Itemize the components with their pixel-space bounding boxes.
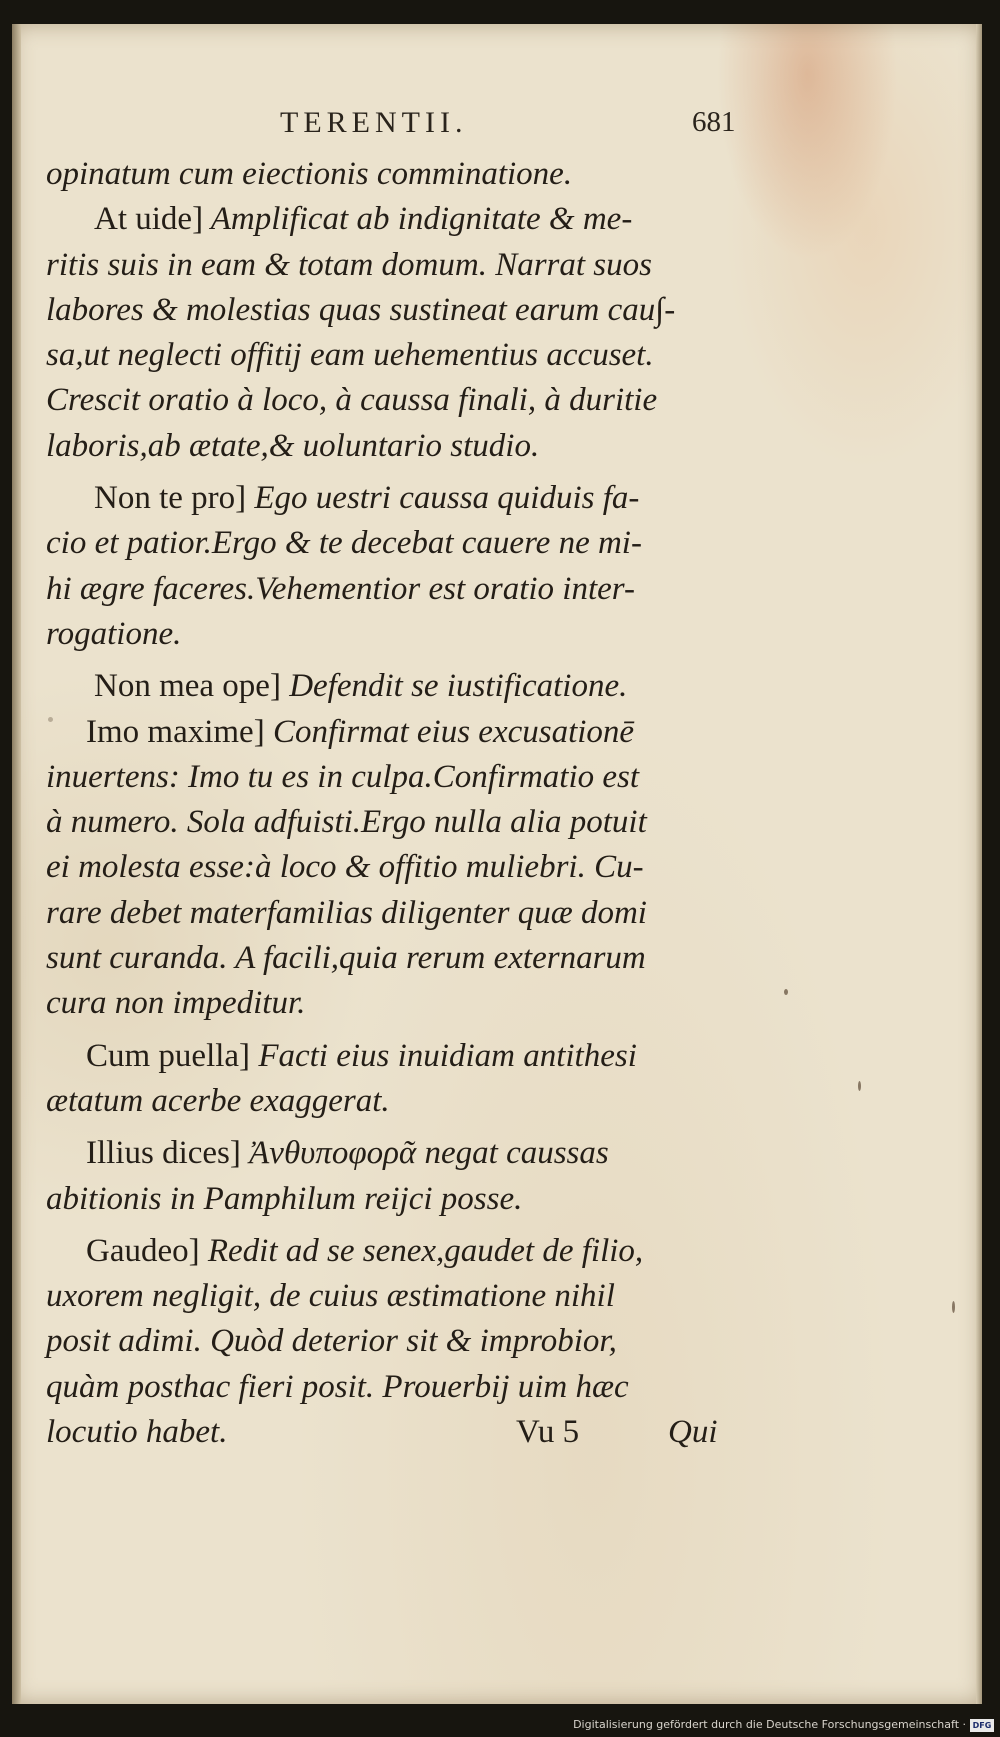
digitization-credit: Digitalisierung gefördert durch die Deutsche Forschungsgemeinschaft · [573,1718,966,1731]
signature-mark: Vu 5 [516,1414,580,1451]
entry-text: Ego uestri caussa quiduis fa- [254,480,640,517]
lemma: Gaudeo] [86,1232,200,1269]
paragraph-gap [46,1124,746,1131]
commentary-entry [46,476,746,521]
text-line: cura non impeditur. [46,985,306,1022]
page-spine-edge [12,24,21,1704]
entry-text: Redit ad se senex,gaudet de filio, [207,1232,644,1269]
dfg-logo: DFG [970,1719,994,1732]
entry-text: Amplificat ab indignitate & me- [210,201,633,238]
text-line: sunt curanda. A facili,quia rerum externarum [46,940,646,977]
commentary-entry [46,710,746,755]
paragraph-gap [46,657,746,664]
entry-text: Confirmat eius excusationē [272,713,635,750]
text-line: locutio habet. [46,1414,228,1451]
lemma: Imo maxime] [86,713,265,750]
text-line: inuertens: Imo tu es in culpa.Confirmatio est [46,758,640,795]
last-line-row [46,1410,746,1455]
text-line: Crescit oratio à loco, à caussa finali, à duritie [46,382,658,419]
ink-speck [952,1301,955,1313]
commentary-entry [46,1131,746,1176]
commentary-entry [46,1229,746,1274]
commentary-entry [46,664,746,709]
page-number: 681 [692,106,736,138]
text-line: rare debet materfamilias diligenter quæ domi [46,894,647,931]
text-line: hi ægre faceres.Vehementior est oratio inter- [46,570,635,607]
entry-text: Facti eius inuidiam antithesi [258,1037,637,1074]
entry-text: Defendit se iustificatione. [289,668,628,705]
ink-speck [858,1081,861,1091]
text-line: rogatione. [46,615,182,652]
lemma: Non mea ope] [94,668,281,705]
commentary-entry [46,1034,746,1079]
lemma: Non te pro] [94,480,247,517]
paragraph-gap [46,1222,746,1229]
text-line: ei molesta esse:à loco & offitio muliebri. Cu- [46,849,644,886]
text-line: ritis suis in eam & totam domum. Narrat suos [46,246,652,283]
commentary-entry [46,197,746,242]
paragraph-gap [46,1027,746,1034]
text-line: cio et patior.Ergo & te decebat cauere ne mi- [46,525,642,562]
text-line: labores & molestias quas sustineat earum cau∫- [46,291,676,328]
text-line: sa,ut neglecti offitij eam uehementius accuset. [46,337,654,374]
text-line: laboris,ab ætate,& uoluntario studio. [46,427,540,464]
text-line: quàm posthac fieri posit. Prouerbij uim hæc [46,1368,629,1405]
entry-text: Ἀνθυποφορᾶ negat caussas [249,1135,609,1172]
lemma: Illius dices] [86,1135,241,1172]
lemma: At uide] [94,201,204,238]
paragraph-gap [46,469,746,476]
running-head: TERENTII. [280,106,468,139]
book-page [12,24,982,1704]
commentary-text [46,152,746,1455]
text-line: abitionis in Pamphilum reijci posse. [46,1180,523,1217]
page-fore-edge [976,24,982,1704]
catchword: Qui [668,1414,718,1451]
lemma: Cum puella] [86,1037,251,1074]
text-line: ætatum acerbe exaggerat. [46,1082,390,1119]
text-line: uxorem negligit, de cuius æstimatione nihil [46,1278,615,1315]
ink-speck [784,989,788,995]
text-line: posit adimi. Quòd deterior sit & improbior, [46,1323,617,1360]
text-line: opinatum cum eiectionis comminatione. [46,156,573,192]
text-line: à numero. Sola adfuisti.Ergo nulla alia potuit [46,804,647,841]
